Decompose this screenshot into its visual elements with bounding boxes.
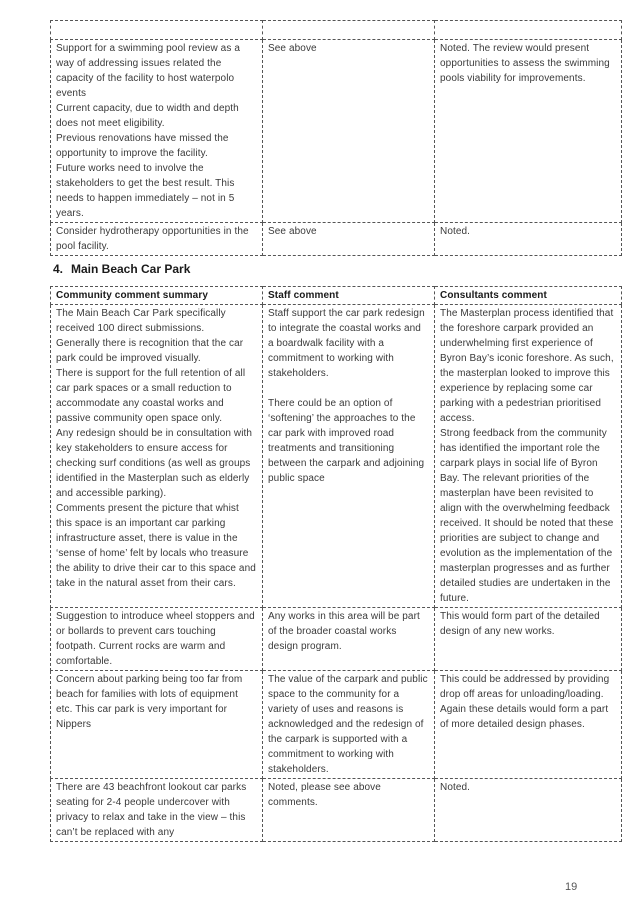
- table-row: [51, 223, 622, 256]
- consultants-comment-cell: This could be addressed by providing drop off areas for unloading/loading. Again these details would form a part of more detailed design phases.: [435, 671, 622, 779]
- table-row: [51, 305, 622, 608]
- column-header-community: Community comment summary: [51, 287, 263, 305]
- community-comment-cell: Consider hydrotherapy opportunities in the pool facility.: [51, 223, 263, 256]
- community-comment-cell: Suggestion to introduce wheel stoppers and or bollards to prevent cars touching footpath. Current rocks are warm and comfortable.: [51, 608, 263, 671]
- table-row: [51, 779, 622, 842]
- table-row: [51, 671, 622, 779]
- consultants-comment-cell: Noted.: [435, 779, 622, 842]
- column-header-consultants: Consultants comment: [435, 287, 622, 305]
- main-beach-car-park-table: [50, 286, 622, 842]
- community-comment-cell: The Main Beach Car Park specifically received 100 direct submissions. Generally there is recognition that the car park could be improved visually. There is support for the full retention of all car park spaces or a small reduction to accommodate any coastal works and passive community open space only. Any redesign should be in consultation with key stakeholders to ensure access for checking surf conditions (as well as groups identified in the Masterplan such as elderly and accessible parking). Comments present the picture that whist this space is an important car parking infrastructure asset, there is value in the ‘sense of home’ felt by locals who treasure the ability to drive their car to this space and take in the natural asset from their cars.: [51, 305, 263, 608]
- community-comment-cell: [51, 21, 263, 40]
- section-number: 4.: [53, 262, 64, 276]
- column-header-staff: Staff comment: [263, 287, 435, 305]
- staff-comment-cell: [263, 21, 435, 40]
- consultants-comment-cell: The Masterplan process identified that the foreshore carpark provided an underwhelming first experience of Byron Bay’s iconic foreshore. As such, the masterplan looked to improve this experience by replacing some car parking with a pedestrian prioritised access. Strong feedback from the community has identified the important role the carpark plays in social life of Byron Bay. The relevant priorities of the masterplan have been revisited to align with the overwhelming feedback received. It should be noted that these priorities are subject to change and evolution as the implementation of the masterplan progresses and as further detailed studies are undertaken in the future.: [435, 305, 622, 608]
- table-header-row: [51, 287, 622, 305]
- section-heading: [53, 262, 190, 276]
- previous-section-table: [50, 20, 622, 256]
- table-row: [51, 21, 622, 40]
- community-comment-cell: Support for a swimming pool review as a way of addressing issues related the capacity of the facility to host waterpolo events Current capacity, due to width and depth does not meet eligibility. Previous renovations have missed the opportunity to improve the facility. Future works need to involve the stakeholders to get the best result. This needs to happen immediately – not in 5 years.: [51, 40, 263, 223]
- staff-comment-cell: The value of the carpark and public space to the community for a variety of uses and reasons is acknowledged and the redesign of the carpark is supported with a commitment to working with stakeholders.: [263, 671, 435, 779]
- staff-comment-cell: Staff support the car park redesign to integrate the coastal works and a boardwalk facility with a commitment to working with stakeholders. There could be an option of ‘softening’ the approaches to the car park with improved road treatments and transitioning between the carpark and adjoining public space: [263, 305, 435, 608]
- consultants-comment-cell: Noted.: [435, 223, 622, 256]
- table-row: [51, 608, 622, 671]
- consultants-comment-cell: This would form part of the detailed design of any new works.: [435, 608, 622, 671]
- staff-comment-cell: See above: [263, 223, 435, 256]
- table-row: [51, 40, 622, 223]
- consultants-comment-cell: Noted. The review would present opportunities to assess the swimming pools viability for improvements.: [435, 40, 622, 223]
- section-title: Main Beach Car Park: [71, 262, 191, 276]
- consultants-comment-cell: [435, 21, 622, 40]
- staff-comment-cell: Any works in this area will be part of the broader coastal works design program.: [263, 608, 435, 671]
- community-comment-cell: There are 43 beachfront lookout car parks seating for 2-4 people undercover with privacy to relax and take in the view – this can’t be replaced with any: [51, 779, 263, 842]
- page-number: 19: [565, 881, 578, 893]
- staff-comment-cell: See above: [263, 40, 435, 223]
- staff-comment-cell: Noted, please see above comments.: [263, 779, 435, 842]
- community-comment-cell: Concern about parking being too far from beach for families with lots of equipment etc. This car park is very important for Nippers: [51, 671, 263, 779]
